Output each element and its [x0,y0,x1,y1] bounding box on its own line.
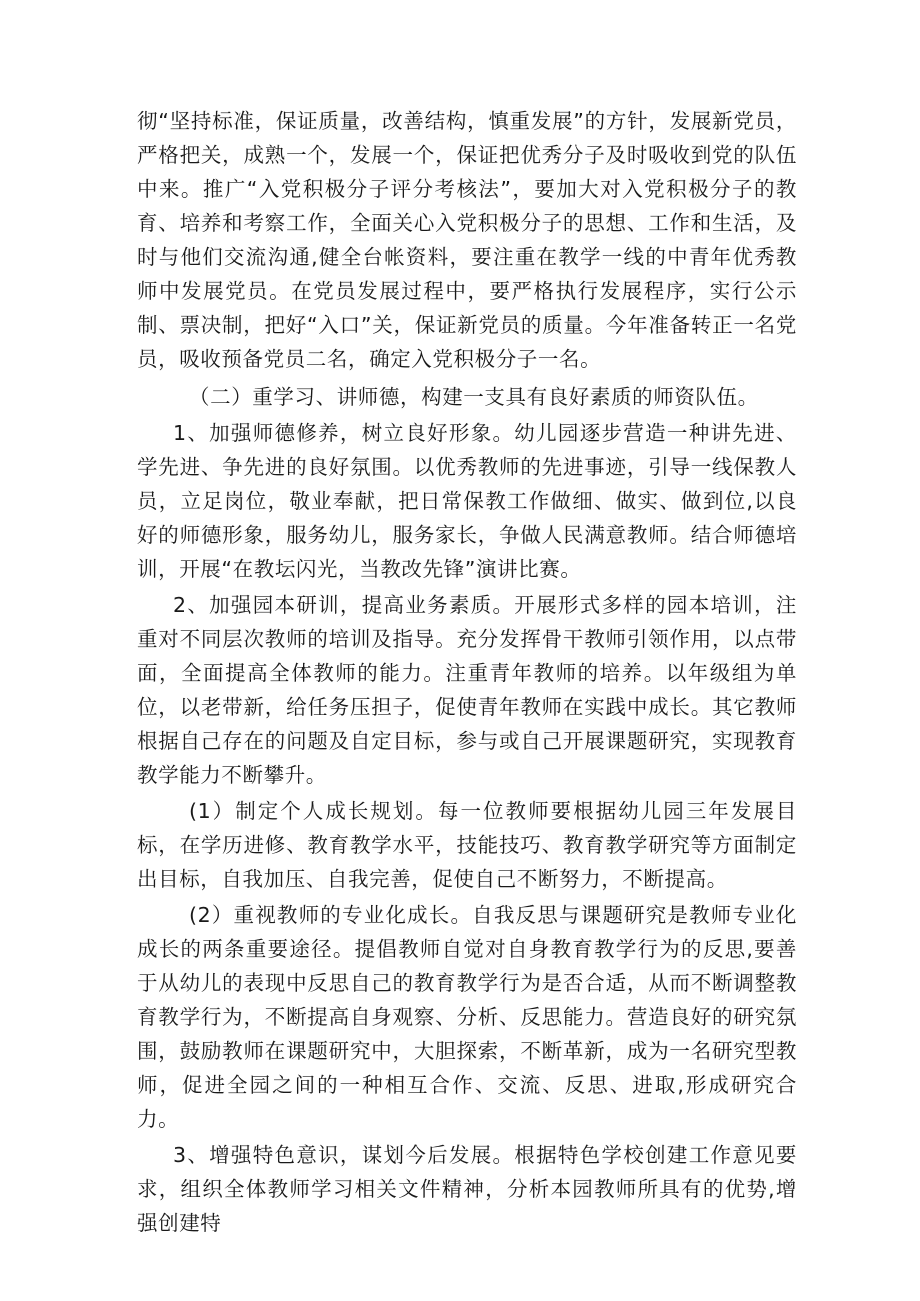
section-heading-teacher-ethics: （二）重学习、讲师德，构建一支具有良好素质的师资队伍。 [189,385,759,409]
paragraph-party-development: 彻“坚持标准，保证质量，改善结构，慎重发展”的方针，发展新党员，严格把关，成熟一个，发展一个，保证把优秀分子及时吸收到党的队伍中来。推广“入党积极分子评分考核法”，要加大对入党积极分子的教育、培养和考察工作，全面关心入党积极分子的思想、工作和生活，及时与他们交流沟通,健全台帐资料，要注重在教学一线的中青年优秀教师中发展党员。在党员发展过程中，要严格执行发展程序，实行公示制、票决制，把好“入口”关，保证新党员的质量。今年准备转正一名党员，吸收预备党员二名，确定入党积极分子一名。 [137,109,797,371]
paragraph-kindergarten-training: 2、加强园本研训，提高业务素质。开展形式多样的园本培训，注重对不同层次教师的培训及指导。充分发挥骨干教师引领作用，以点带面，全面提高全体教师的能力。注重青年教师的培养。以年级组为单位，以老带新，给任务压担子，促使青年教师在实践中成长。其它教师根据自己存在的问题及自定目标，参与或自己开展课题研究，实现教育教学能力不断攀升。 [137,593,797,787]
paragraph-special-awareness: 3、增强特色意识，谋划今后发展。根据特色学校创建工作意见要求，组织全体教师学习相关文件精神，分析本园教师所具有的优势,增强创建特 [137,1143,797,1235]
paragraph-professional-growth: (2）重视教师的专业化成长。自我反思与课题研究是教师专业化成长的两条重要途径。提倡教师自觉对自身教育教学行为的反思,要善于从幼儿的表现中反思自己的教育教学行为是否合适，从而不断调整教育教学行为，不断提高自身观察、分析、反思能力。营造良好的研究氛围，鼓励教师在课题研究中，大胆探索，不断革新，成为一名研究型教师，促进全园之间的一种相互合作、交流、反思、进取,形成研究合力。 [137,903,797,1131]
paragraph-personal-growth-plan: (1）制定个人成长规划。每一位教师要根据幼儿园三年发展目标，在学历进修、教育教学水平，技能技巧、教育教学研究等方面制定出目标，自我加压、自我完善，促使自己不断努力，不断提高。 [137,799,797,891]
paragraph-ethics-cultivation: 1、加强师德修养，树立良好形象。幼儿园逐步营造一种讲先进、学先进、争先进的良好氛围。以优秀教师的先进事迹，引导一线保教人员，立足岗位，敬业奉献，把日常保教工作做细、做实、做到位,以良好的师德形象，服务幼儿，服务家长，争做人民满意教师。结合师德培训，开展“在教坛闪光，当教改先锋”演讲比赛。 [137,421,797,581]
document-body [137,104,797,1242]
